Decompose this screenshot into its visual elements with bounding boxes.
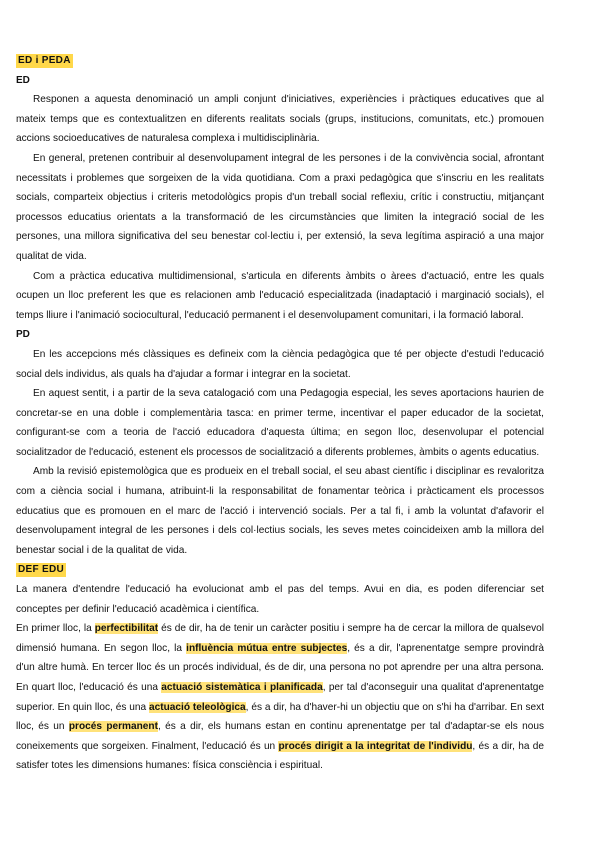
pd-paragraph-3: Amb la revisió epistemològica que es produeix en el treball social, el seu abast científic i disciplinar es revaloritza com a ciència social i humana, atribuint-li la responsabilitat de fonamentar teòrica i pràcticament els processos educatius que es promouen en el marc de l'acció i intervenció socials. Per a tal fi, i amb la voluntat d'afavorir el desenvolupament integral de les persones i dels col·lectius socials, les seves metes coincideixen amb la millora del benestar social i de la qualitat de vida. (16, 466, 544, 556)
text-run: és de dir, ha de tenir un caràcter positiu i sempre ha de cercar la millora de qualsevol dimensió humana. En segon lloc, la (16, 623, 544, 654)
text-run: , és a dir, ha de satisfer totes les dimensions humanes: física consciència i espiritual. (16, 740, 544, 772)
section-title-ed-peda (16, 51, 544, 71)
text-run: , per tal d'aconseguir una qualitat d'aprenentatge superior. En quin lloc, és una (16, 682, 544, 713)
highlight-proces-dirigit: procés dirigit a la integritat de l'individu (278, 740, 473, 752)
pd-heading: PD (16, 329, 30, 341)
ed-heading: ED (16, 74, 30, 86)
text-run: , és a dir, ha d'haver-hi un objectiu que on s'hi ha d'arribar. En sext lloc, és un (16, 701, 545, 733)
def-edu-paragraph (16, 619, 544, 776)
section-title-def-edu (16, 560, 544, 580)
ed-paragraph-2: En general, pretenen contribuir al desenvolupament integral de les persones i de la convivència social, afrontant necessitats i problemes que sorgeixen de la vida quotidiana. Com a praxi pedagògica que s'inscriu en les realitats socials, comparteix objectius i criteris metodològics propis d'un treball social reflexiu, crític i constructiu, mitjançant processos educatius orientats a la transformació de les circumstàncies que limiten la integració social de les persones, una millora significativa del seu benestar col·lectiu i, per extensió, la seva legítima aspiració a una major qualitat de vida. (16, 152, 544, 262)
def-edu-intro: La manera d'entendre l'educació ha evolucionat amb el pas del temps. Avui en dia, es poden diferenciar set conceptes per definir l'educació acadèmica i científica. (16, 584, 544, 615)
highlight-proces-permanent: procés permanent (68, 721, 158, 733)
pd-paragraph-1: En les accepcions més clàssiques es defineix com la ciència pedagògica que té per objecte d'estudi l'educació social dels individus, als quals ha d'ajudar a formar i integrar en la societat. (16, 348, 544, 380)
pd-paragraph-2: En aquest sentit, i a partir de la seva catalogació com una Pedagogia especial, les seves aportacions haurien de concretar-se en una doble i complementària tasca: en primer terme, incentivar el paper educador de la societat, configurant-se com a teoria de l'acció educadora d'aquesta última; en segon lloc, desenvolupar el potencial socialitzador de l'educació, estenent els processos de socialització a diferents problemes, àmbits o agents educatius. (16, 388, 544, 458)
highlight-influencia: influència mútua entre subjectes (186, 642, 348, 654)
ed-paragraph-3: Com a pràctica educativa multidimensional, s'articula en diferents àmbits o àrees d'actuació, entre les quals ocupen un lloc preferent les que es relacionen amb l'educació especialitzada (inadaptació i marginació socials), el temps lliure i l'animació sociocultural, l'educació permanent i el desenvolupament comunitari, i la formació laboral. (16, 270, 544, 321)
highlight-actuacio-sistematica: actuació sistemàtica i planificada (161, 682, 323, 693)
document-page (16, 51, 544, 776)
highlighted-heading: ED i PEDA (18, 55, 71, 66)
highlighted-heading: DEF EDU (18, 564, 64, 576)
ed-paragraph-1: Responen a aquesta denominació un ampli conjunt d'iniciatives, experiències i pràctiques educatives que al mateix temps que es contextualitzen en diferents realitats socials (grups, institucions, comunitats, etc.) promouen accions socioeducatives de naturalesa complexa i multidisciplinària. (16, 94, 544, 145)
highlight-perfectibilitat: perfectibilitat (94, 623, 159, 635)
text-run: , és a dir, els humans estan en continu aprenentatge per tal d'adaptar-se els nous coneixements que sorgeixen. Finalment, l'educació és un (16, 721, 544, 752)
highlight-actuacio-teleologica: actuació teleològica (149, 701, 246, 713)
text-run: , és a dir, l'aprenentatge sempre provindrà d'un altre humà. En tercer lloc és un procés individual, és de dir, una persona no pot aprendre per una altra persona. En quart lloc, l'educació és una (16, 642, 544, 693)
text-run: En primer lloc, la (16, 623, 95, 635)
